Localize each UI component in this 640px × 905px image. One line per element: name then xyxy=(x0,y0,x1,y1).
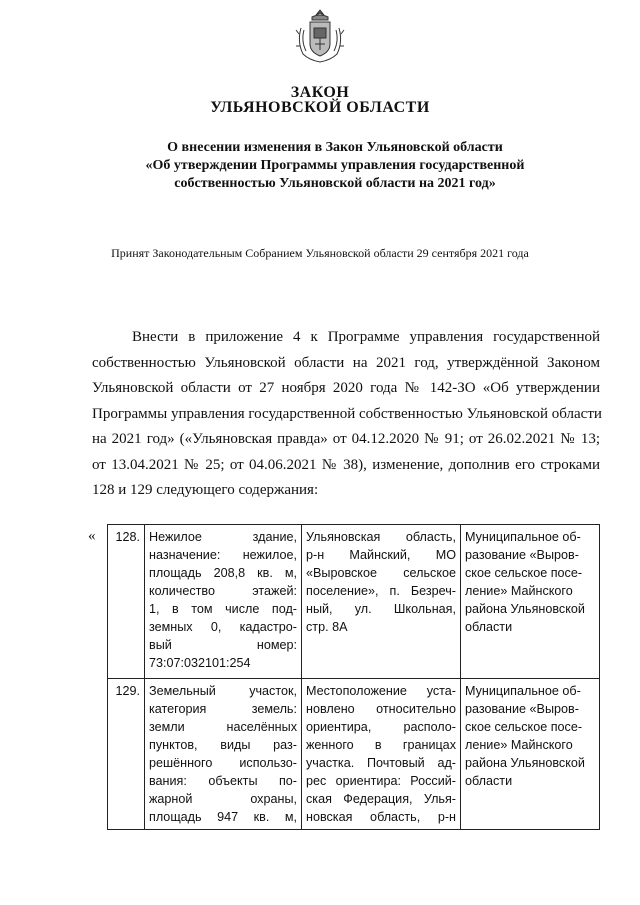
cell-line: Нежилое здание, xyxy=(149,530,297,544)
table-row xyxy=(108,679,600,830)
table-row xyxy=(108,525,600,679)
cell-line: стр. 8А xyxy=(306,620,348,634)
owner-cell xyxy=(461,525,600,679)
cell-line: Местоположение уста- xyxy=(306,684,456,698)
owner-cell xyxy=(461,679,600,830)
cell-line: пунктов, виды раз- xyxy=(149,738,297,752)
cell-line: Муниципальное об- xyxy=(465,530,581,544)
cell-line: вания: объекты по- xyxy=(149,774,297,788)
object-description-cell xyxy=(145,679,302,830)
cell-line: количество этажей: xyxy=(149,584,297,598)
cell-line: района Ульяновской xyxy=(465,602,585,616)
opening-quote-mark: « xyxy=(88,528,96,544)
cell-line: ское сельское посе- xyxy=(465,566,583,580)
cell-line: площадь 947 кв. м, xyxy=(149,810,297,824)
cell-line: новлено относительно xyxy=(306,702,456,716)
body-line: Ульяновской области от 27 ноября 2020 года № 142-ЗО «Об утверждении xyxy=(92,380,600,396)
cell-line: новская область, р-н xyxy=(306,810,456,824)
cell-line: разование «Выров- xyxy=(465,548,579,562)
cell-line: области xyxy=(465,774,513,788)
cell-line: категория земель: xyxy=(149,702,297,716)
cell-line: 73:07:032101:254 xyxy=(149,656,251,670)
law-subject xyxy=(110,139,560,193)
ulyanovsk-region-coat-of-arms-icon xyxy=(295,8,345,64)
cell-line: Земельный участок, xyxy=(149,684,297,698)
body-line: собственностью Ульяновской области на 2021 год, утверждённой Законом xyxy=(92,354,600,371)
cell-line: вый номер: xyxy=(149,638,297,652)
region-title: УЛЬЯНОВСКОЙ ОБЛАСТИ xyxy=(210,99,430,116)
cell-line: области xyxy=(465,620,513,634)
cell-line: ление» Майнского xyxy=(465,738,573,752)
cell-line: ская Федерация, Улья- xyxy=(306,792,456,806)
cell-line: «Выровское сельское xyxy=(306,566,456,580)
cell-line: жарной охраны, xyxy=(149,792,297,806)
body-line: 128 и 129 следующего содержания: xyxy=(92,482,319,498)
cell-line: площадь 208,8 кв. м, xyxy=(149,566,297,580)
cell-line: поселение», п. Безреч- xyxy=(306,584,456,598)
law-title: ЗАКОН xyxy=(290,84,350,101)
body-line: от 13.04.2021 № 25; от 04.06.2021 № 38), изменение, дополнив его строками xyxy=(92,456,600,473)
cell-line: рес ориентира: Россий- xyxy=(306,774,456,788)
cell-line: ный, ул. Школьная, xyxy=(306,602,456,616)
property-table xyxy=(107,524,600,830)
body-line: Программы управления государственной собственностью Ульяновской области xyxy=(92,405,602,422)
address-cell xyxy=(302,525,461,679)
law-body-paragraph xyxy=(92,325,600,504)
cell-line: назначение: нежилое, xyxy=(149,548,297,562)
cell-line: участка. Почтовый ад- xyxy=(306,756,456,770)
cell-line: женного в границах xyxy=(306,738,456,752)
cell-line: района Ульяновской xyxy=(465,756,585,770)
cell-line: ское сельское посе- xyxy=(465,720,583,734)
cell-line: земли населённых xyxy=(149,720,297,734)
cell-line: земных 0, кадастро- xyxy=(149,620,297,634)
subject-line: О внесении изменения в Закон Ульяновской области xyxy=(167,140,503,155)
cell-line: ориентира, располо- xyxy=(306,720,456,734)
body-line: Внести в приложение 4 к Программе управления государственной xyxy=(132,329,600,345)
object-description-cell xyxy=(145,525,302,679)
cell-line: Муниципальное об- xyxy=(465,684,581,698)
cell-line: Ульяновская область, xyxy=(306,530,456,544)
cell-line: разование «Выров- xyxy=(465,702,579,716)
cell-line: р-н Майнский, МО xyxy=(306,548,456,562)
cell-line: решённого использо- xyxy=(149,756,297,770)
adoption-note: Принят Законодательным Собранием Ульяновской области 29 сентября 2021 года xyxy=(111,246,529,260)
address-cell xyxy=(302,679,461,830)
subject-line: «Об утверждении Программы управления государственной xyxy=(145,158,525,173)
body-line: на 2021 год» («Ульяновская правда» от 04.12.2020 № 91; от 26.02.2021 № 13; xyxy=(92,431,600,447)
row-number: 129. xyxy=(108,679,145,830)
cell-line: 1, в том числе под- xyxy=(149,602,297,616)
cell-line: ление» Майнского xyxy=(465,584,573,598)
subject-line: собственностью Ульяновской области на 2021 год» xyxy=(174,176,496,191)
row-number: 128. xyxy=(108,525,145,679)
